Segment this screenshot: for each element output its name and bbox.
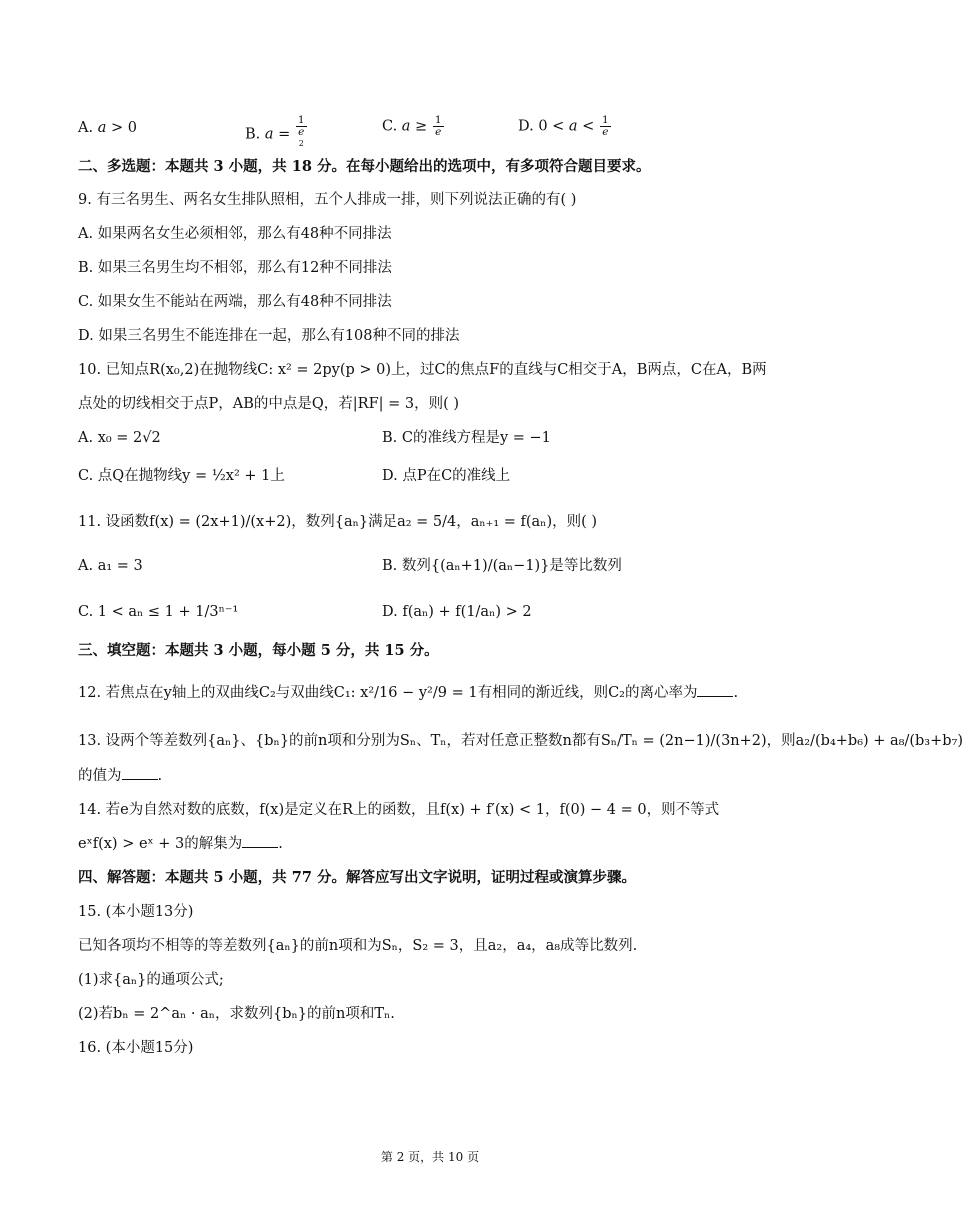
q13-line1: 13. 设两个等差数列{aₙ}、{bₙ}的前n项和分别为Sₙ、Tₙ，若对任意正整数n都有Sₙ/Tₙ = (2n−1)/(3n+2)，则a₂/(b₄+b₆) + a₈/(b₃+b₇) <box>78 733 963 749</box>
q9-stem: 9. 有三名男生、两名女生排队照相，五个人排成一排，则下列说法正确的有( ) <box>78 192 577 208</box>
q11-option-d: D. f(aₙ) + f(1/aₙ) > 2 <box>382 604 532 620</box>
q15-stem: 已知各项均不相等的等差数列{aₙ}的前n项和为Sₙ，S₂ = 3，且a₂，a₄，a₈成等比数列. <box>78 938 638 954</box>
q15-part2: (2)若bₙ = 2^aₙ · aₙ，求数列{bₙ}的前n项和Tₙ. <box>78 1006 395 1022</box>
q16-title: 16. (本小题15分) <box>78 1040 194 1056</box>
q14-line2-text: eˣf(x) > eˣ + 3的解集为 <box>78 836 243 852</box>
q9-option-b: B. 如果三名男生均不相邻，那么有12种不同排法 <box>78 260 392 276</box>
q8-option-c: C. a ≥ $\frac{1}{e}$ <box>382 114 442 138</box>
q8-option-d: D. 0 < a < $\frac{1}{e}$ <box>518 114 609 138</box>
q9-option-c: C. 如果女生不能站在两端，那么有48种不同排法 <box>78 294 392 310</box>
q11-option-b: B. 数列{(aₙ+1)/(aₙ−1)}是等比数列 <box>382 558 622 574</box>
q10-stem-line1: 10. 已知点R(x₀,2)在抛物线C: x² = 2py(p > 0)上，过C的焦点F的直线与C相交于A，B两点，C在A，B两 <box>78 362 767 378</box>
page-footer: 第 2 页，共 10 页 <box>380 1150 480 1164</box>
q14-line2: eˣf(x) > eˣ + 3的解集为 . <box>78 836 283 852</box>
q14-line1: 14. 若e为自然对数的底数，f(x)是定义在R上的函数，且f(x) + f′(x) < 1，f(0) − 4 = 0，则不等式 <box>78 802 720 818</box>
section4-header: 四、解答题：本题共 5 小题，共 77 分。解答应写出文字说明，证明过程或演算步骤。 <box>78 869 636 886</box>
q15-part1: (1)求{aₙ}的通项公式; <box>78 972 224 988</box>
q11-option-c: C. 1 < aₙ ≤ 1 + 1/3ⁿ⁻¹ <box>78 604 239 620</box>
q13-line2-text: 的值为 <box>78 768 122 784</box>
q10-stem-line2: 点处的切线相交于点P，AB的中点是Q，若|RF| = 3，则( ) <box>78 396 460 412</box>
q10-option-c: C. 点Q在抛物线y = ½x² + 1上 <box>78 468 285 484</box>
q10-option-d: D. 点P在C的准线上 <box>382 468 511 484</box>
section3-header: 三、填空题：本题共 3 小题，每小题 5 分，共 15 分。 <box>78 642 439 659</box>
q14-answer-blank[interactable] <box>242 834 278 848</box>
q15-title: 15. (本小题13分) <box>78 904 194 920</box>
q13-line2: 的值为 . <box>78 768 163 784</box>
q13-answer-blank[interactable] <box>122 766 158 780</box>
q9-option-a: A. 如果两名女生必须相邻，那么有48种不同排法 <box>78 226 392 242</box>
q12-stem: 12. 若焦点在y轴上的双曲线C₂与双曲线C₁: x²/16 − y²/9 = 1有相同的渐近线，则C₂的离心率为 <box>78 685 698 701</box>
q10-option-b: B. C的准线方程是y = −1 <box>382 430 551 446</box>
q10-option-a: A. x₀ = 2√2 <box>78 430 161 446</box>
q9-option-d: D. 如果三名男生不能连排在一起，那么有108种不同的排法 <box>78 328 460 344</box>
q8-option-a: A. a > 0 <box>78 120 137 136</box>
q12-text: 12. 若焦点在y轴上的双曲线C₂与双曲线C₁: x²/16 − y²/9 = 1有相同的渐近线，则C₂的离心率为 . <box>78 685 739 701</box>
q11-option-a: A. a₁ = 3 <box>78 558 143 574</box>
q8-option-b: B. a = 1 e $^2$ <box>245 114 305 148</box>
q11-stem: 11. 设函数f(x) = (2x+1)/(x+2)，数列{aₙ}满足a₂ = 5/4，aₙ₊₁ = f(aₙ)，则( ) <box>78 514 598 530</box>
section2-header: 二、多选题：本题共 3 小题，共 18 分。在每小题给出的选项中，有多项符合题目要求。 <box>78 158 651 175</box>
q12-answer-blank[interactable] <box>697 683 733 697</box>
